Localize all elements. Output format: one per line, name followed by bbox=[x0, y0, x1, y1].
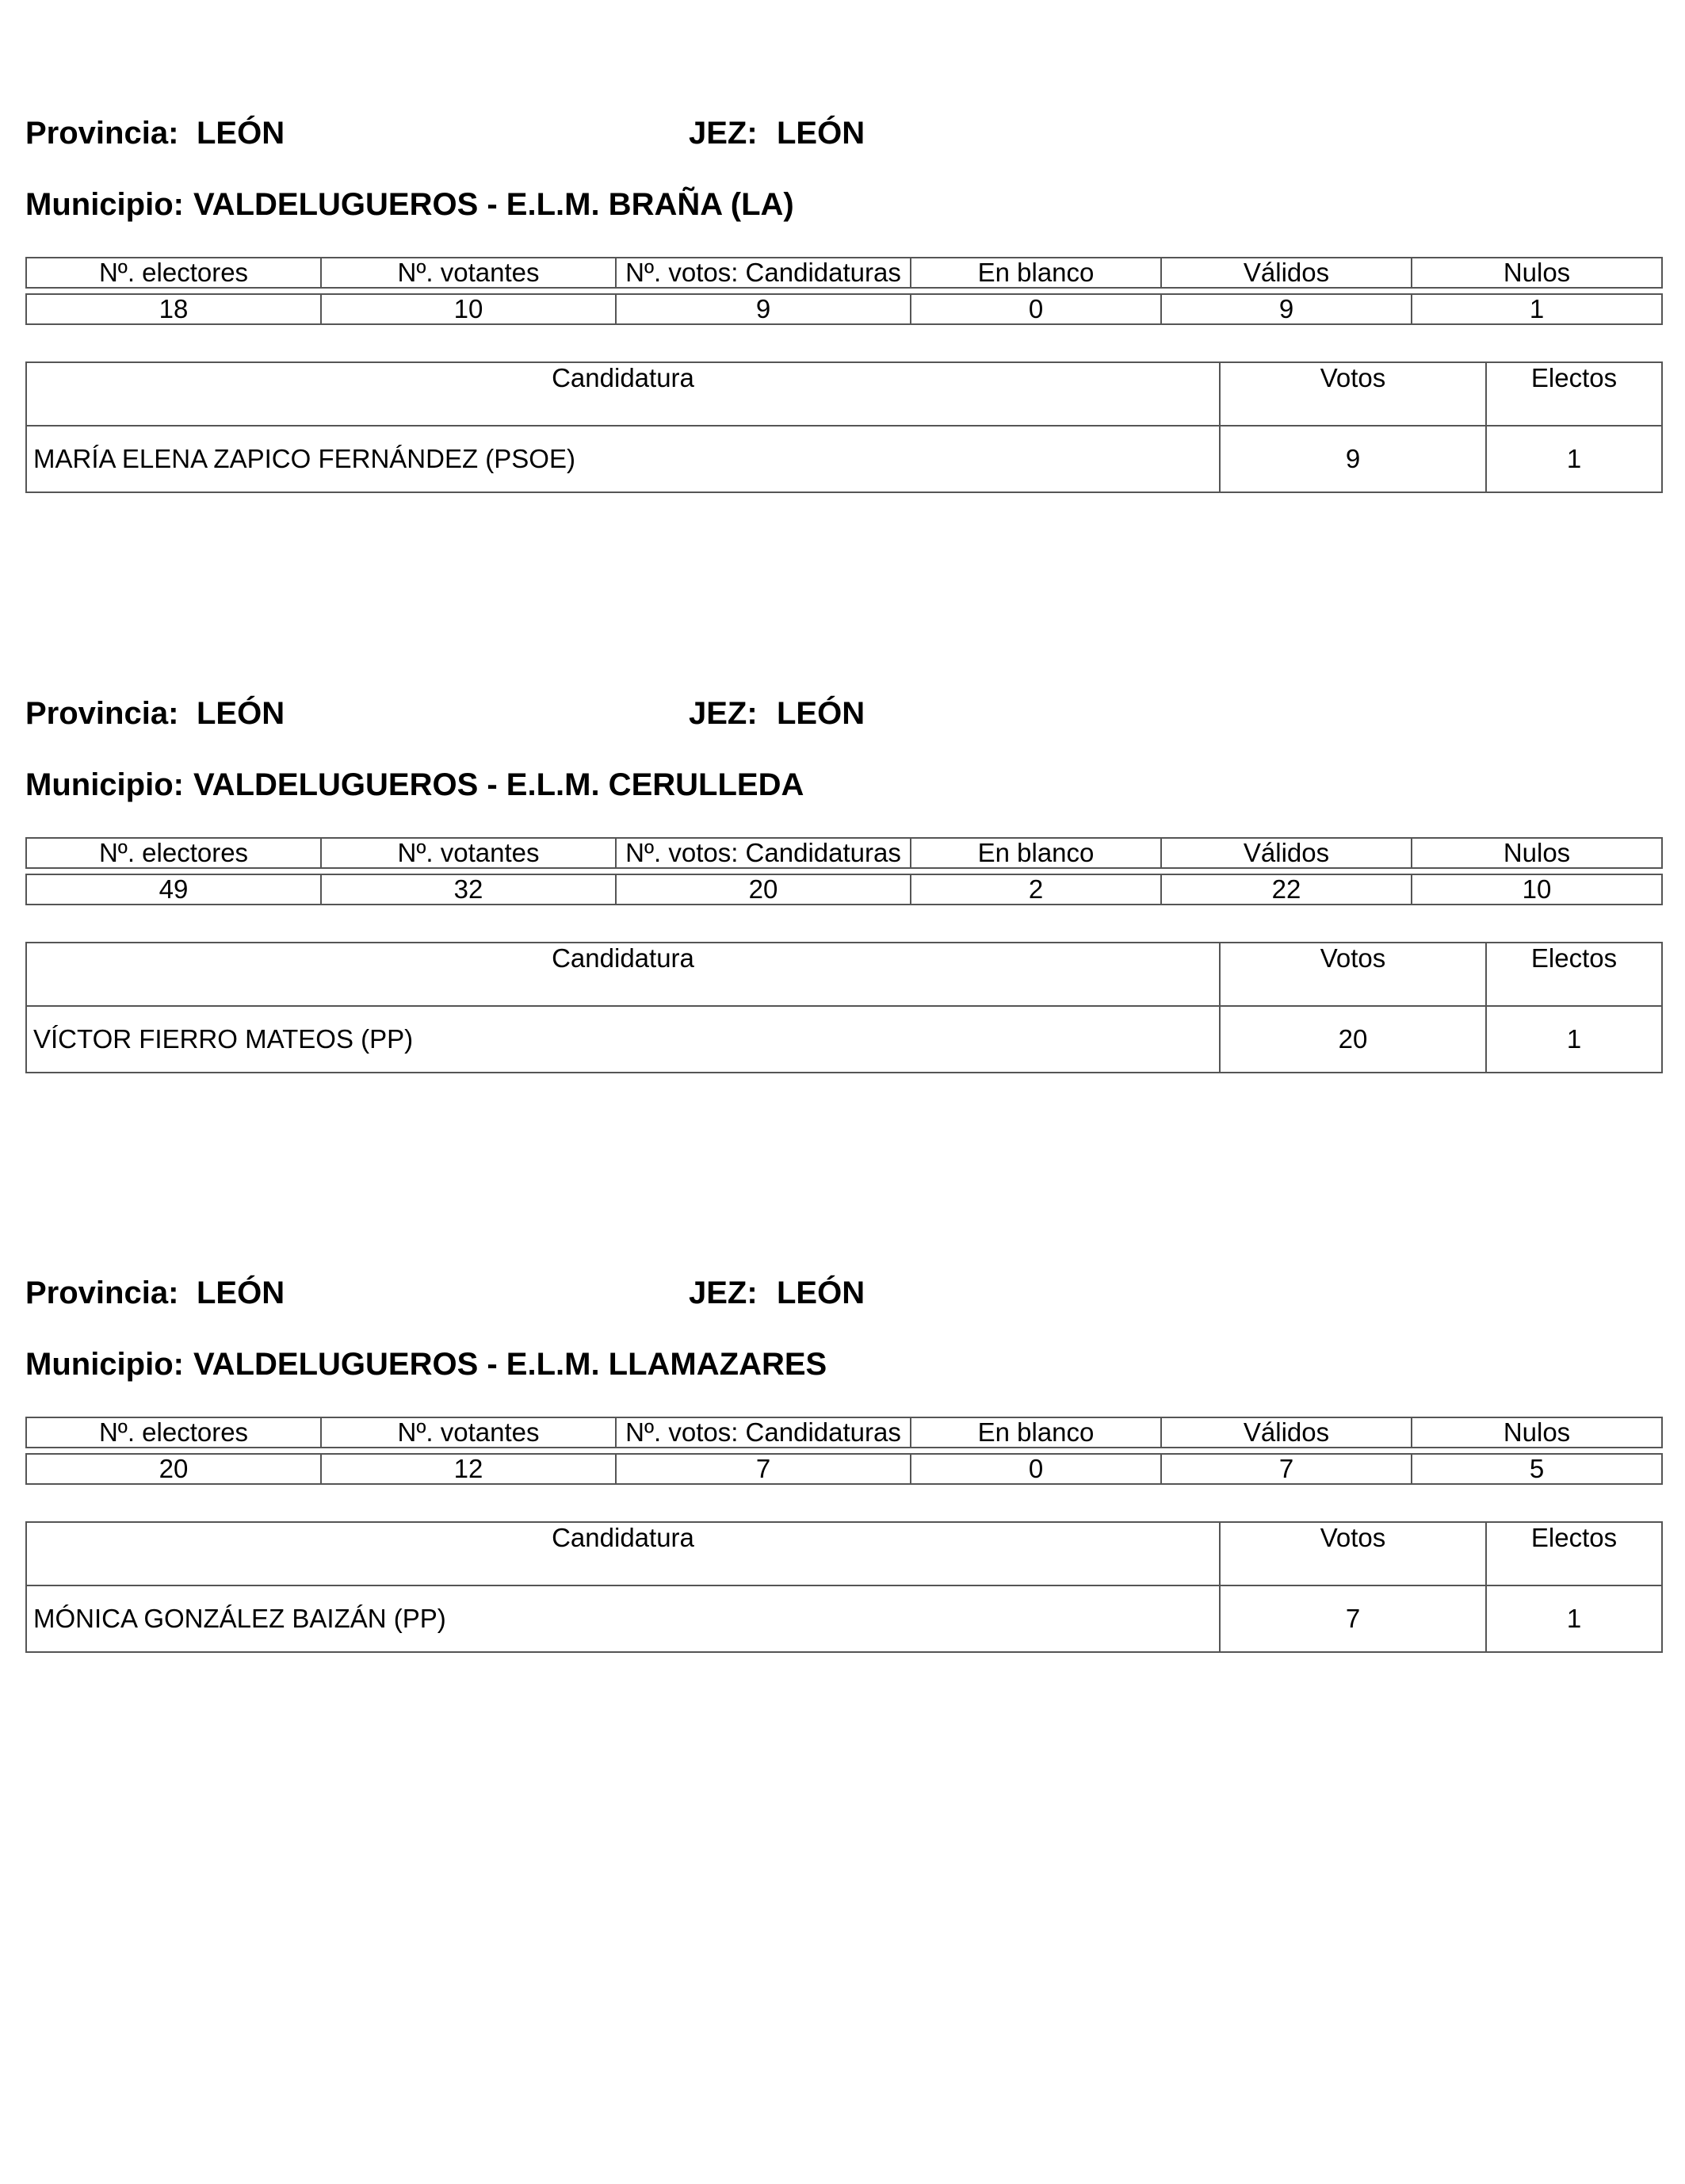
section-llamazares bbox=[25, 1271, 1661, 1633]
candidatura-table bbox=[25, 942, 1663, 1073]
municipio-line bbox=[25, 767, 804, 803]
jez-value: LEÓN bbox=[777, 696, 865, 731]
electos-header: Electos bbox=[1486, 943, 1662, 1006]
provincia-value: LEÓN bbox=[197, 1276, 285, 1310]
stats-header-row bbox=[26, 838, 1662, 868]
stats-header-electores: Nº. electores bbox=[26, 1417, 321, 1448]
candidatura-header: Candidatura bbox=[26, 1522, 1220, 1585]
votos-header: Votos bbox=[1220, 943, 1486, 1006]
stats-header-nulos: Nulos bbox=[1412, 258, 1662, 288]
stats-header-votantes: Nº. votantes bbox=[321, 258, 616, 288]
candidatura-header: Candidatura bbox=[26, 362, 1220, 426]
candidato-nombre: MÓNICA GONZÁLEZ BAIZÁN (PP) bbox=[26, 1585, 1220, 1652]
table-row bbox=[26, 1006, 1662, 1073]
stats-header-electores: Nº. electores bbox=[26, 838, 321, 868]
candidatura-table bbox=[25, 361, 1663, 493]
municipio-label: Municipio: bbox=[25, 187, 184, 222]
jez-value: LEÓN bbox=[777, 1276, 865, 1310]
municipio-value: VALDELUGUEROS - E.L.M. LLAMAZARES bbox=[193, 1347, 827, 1382]
provincia-value: LEÓN bbox=[197, 116, 285, 151]
municipio-line bbox=[25, 187, 794, 223]
stats-validos: 9 bbox=[1161, 294, 1412, 324]
stats-header-validos: Válidos bbox=[1161, 1417, 1412, 1448]
municipio-label: Municipio: bbox=[25, 767, 184, 802]
candidato-electos: 1 bbox=[1486, 1585, 1662, 1652]
candidato-votos: 9 bbox=[1220, 426, 1486, 492]
stats-votantes: 12 bbox=[321, 1454, 616, 1484]
stats-value-row bbox=[26, 1454, 1662, 1484]
stats-header-validos: Válidos bbox=[1161, 838, 1412, 868]
jez-label: JEZ: bbox=[689, 1276, 758, 1310]
stats-header-row bbox=[26, 1417, 1662, 1448]
candidatura-header-row bbox=[26, 943, 1662, 1006]
stats-header-votos-candidaturas: Nº. votos: Candidaturas bbox=[616, 258, 911, 288]
municipio-value: VALDELUGUEROS - E.L.M. BRAÑA (LA) bbox=[193, 187, 794, 222]
stats-validos: 7 bbox=[1161, 1454, 1412, 1484]
stats-validos: 22 bbox=[1161, 874, 1412, 905]
stats-nulos: 5 bbox=[1412, 1454, 1662, 1484]
stats-votantes: 10 bbox=[321, 294, 616, 324]
section-cerulleda bbox=[25, 691, 1661, 1054]
province-line bbox=[25, 691, 1661, 739]
stats-header-row bbox=[26, 258, 1662, 288]
stats-nulos: 10 bbox=[1412, 874, 1662, 905]
stats-header-votantes: Nº. votantes bbox=[321, 838, 616, 868]
stats-table bbox=[25, 837, 1663, 905]
stats-header-en-blanco: En blanco bbox=[911, 1417, 1161, 1448]
stats-header-nulos: Nulos bbox=[1412, 1417, 1662, 1448]
section-braña bbox=[25, 111, 1661, 473]
stats-header-electores: Nº. electores bbox=[26, 258, 321, 288]
stats-value-row bbox=[26, 874, 1662, 905]
provincia-label: Provincia: bbox=[25, 116, 179, 151]
stats-votos-candidaturas: 7 bbox=[616, 1454, 911, 1484]
municipio-label: Municipio: bbox=[25, 1347, 184, 1382]
stats-en-blanco: 0 bbox=[911, 1454, 1161, 1484]
stats-table bbox=[25, 257, 1663, 325]
province-line bbox=[25, 111, 1661, 159]
electos-header: Electos bbox=[1486, 1522, 1662, 1585]
provincia-label: Provincia: bbox=[25, 1276, 179, 1310]
stats-nulos: 1 bbox=[1412, 294, 1662, 324]
stats-value-row bbox=[26, 294, 1662, 324]
stats-en-blanco: 0 bbox=[911, 294, 1161, 324]
candidato-votos: 7 bbox=[1220, 1585, 1486, 1652]
candidatura-table bbox=[25, 1521, 1663, 1653]
provincia-value: LEÓN bbox=[197, 696, 285, 731]
candidato-nombre: VÍCTOR FIERRO MATEOS (PP) bbox=[26, 1006, 1220, 1073]
stats-electores: 20 bbox=[26, 1454, 321, 1484]
stats-table bbox=[25, 1417, 1663, 1485]
stats-header-votos-candidaturas: Nº. votos: Candidaturas bbox=[616, 838, 911, 868]
table-row bbox=[26, 1585, 1662, 1652]
stats-electores: 49 bbox=[26, 874, 321, 905]
stats-header-votantes: Nº. votantes bbox=[321, 1417, 616, 1448]
stats-header-en-blanco: En blanco bbox=[911, 838, 1161, 868]
province-line bbox=[25, 1271, 1661, 1318]
stats-en-blanco: 2 bbox=[911, 874, 1161, 905]
stats-header-validos: Válidos bbox=[1161, 258, 1412, 288]
candidatura-header-row bbox=[26, 362, 1662, 426]
jez-label: JEZ: bbox=[689, 696, 758, 731]
electos-header: Electos bbox=[1486, 362, 1662, 426]
candidatura-header-row bbox=[26, 1522, 1662, 1585]
stats-header-votos-candidaturas: Nº. votos: Candidaturas bbox=[616, 1417, 911, 1448]
stats-header-en-blanco: En blanco bbox=[911, 258, 1161, 288]
candidato-votos: 20 bbox=[1220, 1006, 1486, 1073]
stats-votos-candidaturas: 9 bbox=[616, 294, 911, 324]
candidato-electos: 1 bbox=[1486, 1006, 1662, 1073]
stats-electores: 18 bbox=[26, 294, 321, 324]
candidato-nombre: MARÍA ELENA ZAPICO FERNÁNDEZ (PSOE) bbox=[26, 426, 1220, 492]
municipio-line bbox=[25, 1347, 827, 1383]
jez-label: JEZ: bbox=[689, 116, 758, 151]
municipio-value: VALDELUGUEROS - E.L.M. CERULLEDA bbox=[193, 767, 804, 802]
jez-value: LEÓN bbox=[777, 116, 865, 151]
votos-header: Votos bbox=[1220, 362, 1486, 426]
stats-votantes: 32 bbox=[321, 874, 616, 905]
candidato-electos: 1 bbox=[1486, 426, 1662, 492]
table-row bbox=[26, 426, 1662, 492]
stats-votos-candidaturas: 20 bbox=[616, 874, 911, 905]
stats-header-nulos: Nulos bbox=[1412, 838, 1662, 868]
candidatura-header: Candidatura bbox=[26, 943, 1220, 1006]
votos-header: Votos bbox=[1220, 1522, 1486, 1585]
provincia-label: Provincia: bbox=[25, 696, 179, 731]
